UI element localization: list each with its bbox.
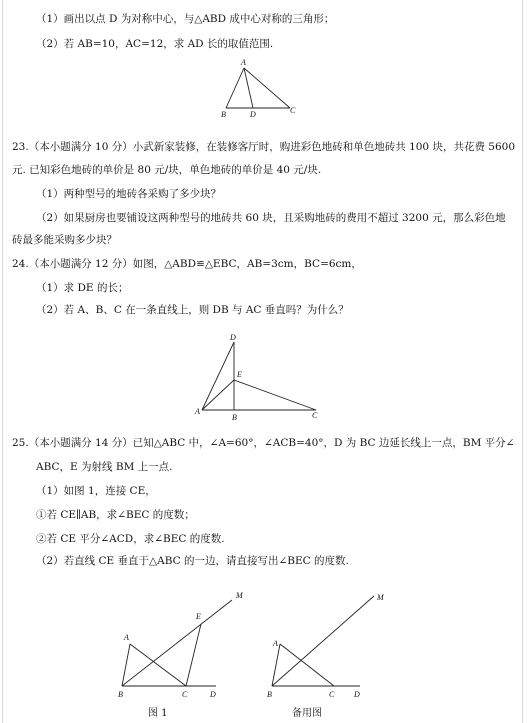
q25-fig1-label-a: A xyxy=(124,633,129,642)
q25-figure-1-lines xyxy=(122,600,232,686)
q25-fig1-label-b: B xyxy=(118,690,123,699)
q22-part2: （2）若 AB=10，AC=12，求 AD 长的取值范围. xyxy=(36,38,274,50)
q22-triangle xyxy=(226,68,290,108)
q25-fig1-label-c: C xyxy=(182,690,188,699)
q25-fig2-label-m: M xyxy=(377,593,384,602)
q25-stem-cont: ABC，E 为射线 BM 上一点. xyxy=(36,461,173,473)
q25-part2: （2）若直线 CE 垂直于△ABC 的一边，请直接写出∠BEC 的度数. xyxy=(36,555,349,567)
q22-label-a: A xyxy=(241,58,246,67)
q25-fig1-label-e: E xyxy=(196,612,201,621)
q24-label-d: D xyxy=(230,333,236,342)
q24-part1: （1）求 DE 的长； xyxy=(36,282,129,294)
q25-figure-2-caption: 备用图 xyxy=(292,708,322,719)
q25-part1-2: ②若 CE 平分∠ACD，求∠BEC 的度数. xyxy=(36,533,225,545)
q24-figure xyxy=(190,330,330,422)
q25-fig2-label-d: D xyxy=(354,690,360,699)
q22-part1: （1）画出以点 D 为对称中心，与△ABD 成中心对称的三角形； xyxy=(36,13,335,25)
q24-part2: （2）若 A、B、C 在一条直线上，则 DB 与 AC 垂直吗？为什么？ xyxy=(36,304,349,316)
q23-stem-cont: 元. 已知彩色地砖的单价是 80 元/块，单色地砖的单价是 40 元/块. xyxy=(12,164,322,176)
q23-stem: 23.（本小题满分 10 分）小武新家装修，在装修客厅时，购进彩色地砖和单色地砖共 100 块，共花费 5600 xyxy=(12,141,516,153)
q22-label-c: C xyxy=(290,106,296,115)
q25-fig2-label-a: A xyxy=(273,639,278,648)
q22-label-b: B xyxy=(221,110,226,119)
q25-figure-2 xyxy=(262,578,402,698)
q22-label-d: D xyxy=(250,110,256,119)
q25-fig2-label-b: B xyxy=(267,690,272,699)
q23-part1: （1）两种型号的地砖各采购了多少块？ xyxy=(36,188,222,200)
q25-fig2-label-c: C xyxy=(329,690,335,699)
q25-fig1-label-m: M xyxy=(236,591,243,600)
q25-figure-2-lines xyxy=(272,596,374,686)
q24-label-c: C xyxy=(312,411,318,420)
page-border-right xyxy=(522,0,523,723)
q23-part2-cont: 砖最多能采购多少块？ xyxy=(12,234,117,246)
q22-figure xyxy=(210,58,300,120)
q25-part1: （1）如图 1，连接 CE， xyxy=(36,485,156,497)
q24-stem: 24.（本小题满分 12 分）如图，△ABD≌△EBC，AB=3cm，BC=6cm， xyxy=(12,258,362,270)
q25-fig1-label-d: D xyxy=(210,690,216,699)
q24-label-a: A xyxy=(195,407,200,416)
q23-part2: （2）如果厨房也要铺设这两种型号的地砖共 60 块，且采购地砖的费用不超过 3200 元，那么彩色地 xyxy=(36,212,506,224)
page-border-left xyxy=(2,0,3,723)
q24-label-e: E xyxy=(237,370,242,379)
q24-triangles xyxy=(202,342,316,410)
q25-part1-1: ①若 CE∥AB，求∠BEC 的度数； xyxy=(36,509,195,521)
q24-label-b: B xyxy=(232,413,237,422)
q25-figure-1 xyxy=(110,578,250,698)
q25-figure-1-caption: 图 1 xyxy=(148,708,168,719)
q25-stem: 25.（本小题满分 14 分）已知△ABC 中，∠A=60°，∠ACB=40°，D 为 BC 边延长线上一点，BM 平分∠ xyxy=(12,437,515,449)
